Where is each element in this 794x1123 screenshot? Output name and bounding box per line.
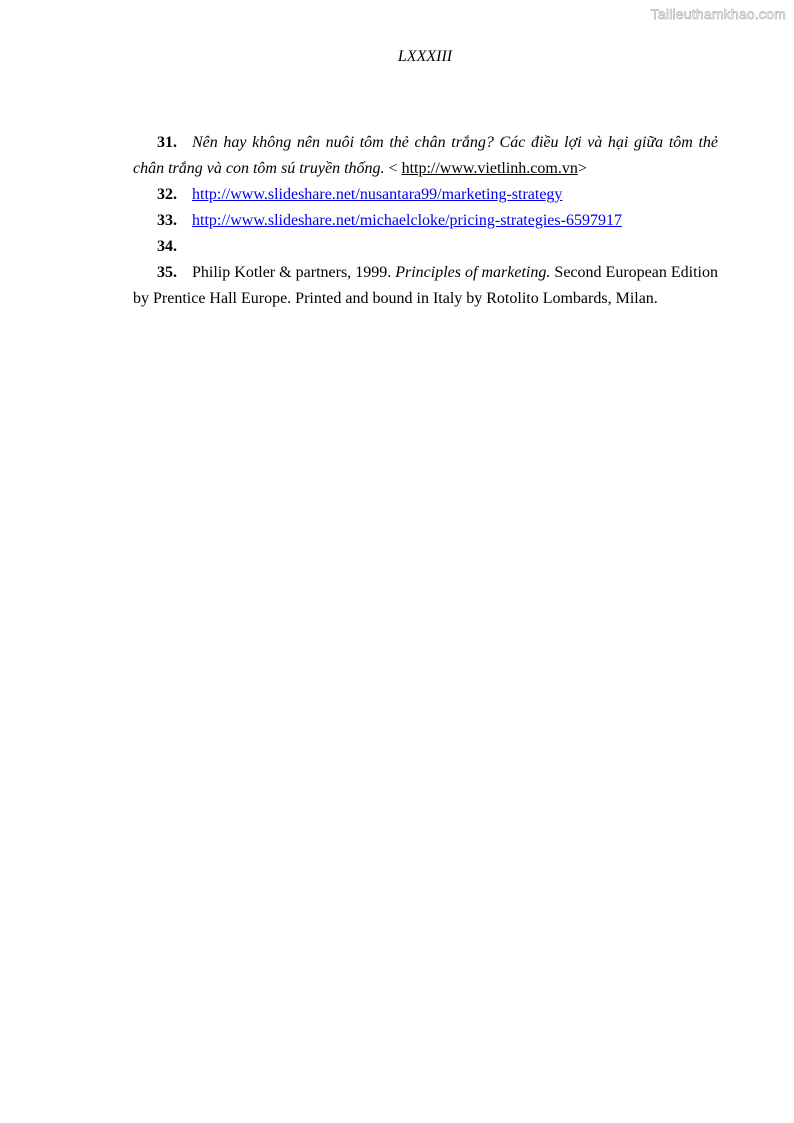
- reference-title: Nên hay không nên nuôi tôm thẻ chân trắng? Các điều lợi và hại giữa tôm thẻ chân trắng và con tôm sú truyền thống.: [133, 134, 718, 177]
- reference-number: 31.: [157, 134, 177, 151]
- page-number: LXXXIII: [397, 48, 453, 65]
- reference-bracket-close: >: [577, 160, 587, 177]
- reference-authors: Philip Kotler & partners, 1999.: [192, 264, 396, 281]
- watermark: Tailieuthamkhao.com: [650, 6, 786, 22]
- reference-bracket-open: <: [384, 160, 402, 177]
- reference-number: 33.: [157, 212, 177, 229]
- reference-link[interactable]: http://www.slideshare.net/michaelcloke/pricing-strategies-6597917: [192, 212, 622, 229]
- reference-link[interactable]: http://www.vietlinh.com.vn: [401, 160, 578, 177]
- reference-title: Principles of marketing.: [395, 264, 551, 281]
- reference-list: [133, 130, 718, 312]
- reference-item-35: [133, 260, 718, 312]
- reference-item-31: [133, 130, 718, 182]
- reference-link[interactable]: http://www.slideshare.net/nusantara99/marketing-strategy: [192, 186, 563, 203]
- reference-item-33: [133, 208, 718, 234]
- reference-number: 32.: [157, 186, 177, 203]
- reference-number: 35.: [157, 264, 177, 281]
- reference-details: Second European Edition by Prentice Hall Europe. Printed and bound in Italy by Rotolito Lombards, Milan.: [133, 264, 718, 307]
- reference-item-32: [133, 182, 718, 208]
- reference-number: 34.: [157, 238, 177, 255]
- reference-item-34: [133, 234, 718, 260]
